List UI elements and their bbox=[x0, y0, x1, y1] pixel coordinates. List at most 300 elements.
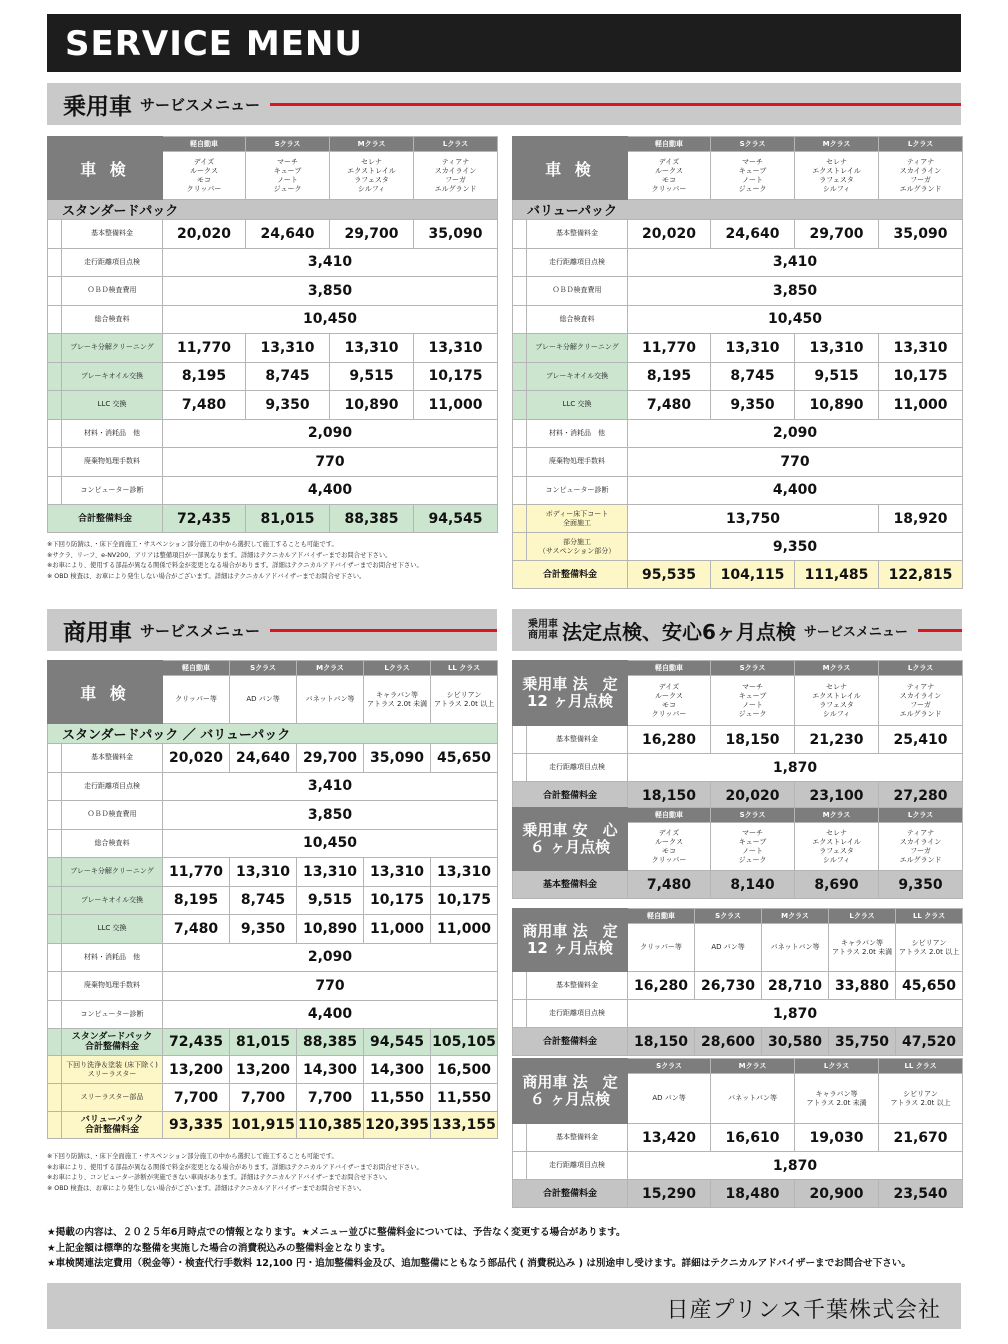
model-list: セレナ エクストレイル ラフェスタ シルフィ bbox=[795, 823, 879, 871]
price-value: 7,700 bbox=[297, 1084, 364, 1112]
model-list: デイズ ルークス モコ クリッパー bbox=[163, 152, 246, 200]
row-stripe bbox=[48, 277, 62, 306]
table-row bbox=[513, 871, 963, 899]
price-value: 13,310 bbox=[711, 334, 795, 363]
model-list: ティアナ スカイライン フーガ エルグランド bbox=[879, 676, 963, 726]
row-label: ブレーキオイル交換 bbox=[62, 362, 163, 391]
model-list: AD バン等 bbox=[628, 1074, 711, 1124]
price-value: 120,395 bbox=[364, 1112, 431, 1139]
class-header: 軽自動車 bbox=[628, 137, 711, 152]
row-label: 基本整備料金 bbox=[527, 726, 628, 754]
price-value: 8,745 bbox=[711, 362, 795, 391]
price-value: 33,880 bbox=[829, 972, 896, 1000]
table-row bbox=[48, 801, 498, 830]
pack-label: スタンダードパック ／ バリューパック bbox=[48, 724, 498, 744]
table-row bbox=[48, 505, 498, 533]
class-header: LL クラス bbox=[879, 1059, 963, 1074]
price-value: 770 bbox=[628, 448, 963, 477]
price-value: 7,480 bbox=[163, 915, 230, 944]
price-value: 16,280 bbox=[628, 726, 711, 754]
total-value: 23,100 bbox=[795, 782, 879, 810]
row-stripe bbox=[513, 1124, 527, 1152]
class-header: Lクラス bbox=[879, 137, 963, 152]
price-value: 9,515 bbox=[297, 886, 364, 915]
row-label: ＯＢＤ検査費用 bbox=[527, 277, 628, 306]
table-row bbox=[513, 277, 963, 306]
table-row bbox=[48, 334, 498, 363]
row-stripe bbox=[513, 391, 527, 420]
table-row bbox=[513, 200, 963, 220]
model-list: キャラバン等 アトラス 2.0t 未満 bbox=[795, 1074, 879, 1124]
class-header: Lクラス bbox=[829, 909, 896, 924]
total-label: 合計整備料金 bbox=[513, 782, 628, 810]
row-label: 走行距離項目点検 bbox=[527, 248, 628, 277]
class-header: Sクラス bbox=[711, 808, 795, 823]
passenger-6month-table bbox=[512, 807, 963, 899]
note-line: ※サクラ、リーフ、e-NV200、アリアは整備項目が一部異なります。詳細はテクニカルアドバイザーまでお問合せ下さい。 bbox=[47, 551, 392, 559]
class-header: Mクラス bbox=[762, 909, 829, 924]
table-row bbox=[513, 448, 963, 477]
model-list: セレナ エクストレイル ラフェスタ シルフィ bbox=[795, 676, 879, 726]
model-list: クリッパー等 bbox=[628, 924, 695, 972]
note-line: ★上記金額は標準的な整備を実施した場合の消費税込みの整備料金となります。 bbox=[47, 1242, 391, 1254]
row-stripe bbox=[513, 277, 527, 306]
total-label: 基本整備料金 bbox=[513, 871, 628, 899]
passenger-12month-table bbox=[512, 660, 963, 810]
price-value: 29,700 bbox=[297, 744, 364, 773]
row-stripe bbox=[513, 754, 527, 782]
price-value: 13,310 bbox=[230, 858, 297, 887]
table-row bbox=[48, 476, 498, 505]
price-value: 7,700 bbox=[230, 1084, 297, 1112]
class-header: Lクラス bbox=[879, 808, 963, 823]
price-value: 13,310 bbox=[297, 858, 364, 887]
model-list: キャラバン等 アトラス 2.0t 未満 bbox=[364, 676, 431, 724]
table-row bbox=[48, 915, 498, 944]
row-label: コンピューター診断 bbox=[527, 476, 628, 505]
total-value: 35,750 bbox=[829, 1028, 896, 1056]
row-stripe bbox=[48, 334, 62, 363]
total-value: 88,385 bbox=[330, 505, 414, 533]
row-stripe bbox=[48, 829, 62, 858]
row-label: 材料・消耗品 他 bbox=[62, 419, 163, 448]
row-stripe bbox=[513, 1000, 527, 1028]
row-label: LLC 交換 bbox=[527, 391, 628, 420]
price-value: 35,090 bbox=[879, 220, 963, 249]
total-value: 9,350 bbox=[879, 871, 963, 899]
class-header: Mクラス bbox=[711, 1059, 795, 1074]
model-list: バネットバン等 bbox=[711, 1074, 795, 1124]
row-stripe bbox=[513, 220, 527, 249]
price-value: 11,000 bbox=[364, 915, 431, 944]
price-value: 45,650 bbox=[896, 972, 963, 1000]
price-value: 9,515 bbox=[330, 362, 414, 391]
price-value: 13,200 bbox=[163, 1056, 230, 1084]
price-value: 29,700 bbox=[795, 220, 879, 249]
row-stripe bbox=[48, 801, 62, 830]
price-value: 10,175 bbox=[879, 362, 963, 391]
total-value: 20,020 bbox=[711, 782, 795, 810]
stack-line: 商用車 bbox=[528, 630, 558, 641]
model-list: ティアナ スカイライン フーガ エルグランド bbox=[414, 152, 498, 200]
price-value: 10,890 bbox=[795, 391, 879, 420]
price-value: 13,310 bbox=[879, 334, 963, 363]
total-value: 122,815 bbox=[879, 561, 963, 589]
price-value: 10,175 bbox=[431, 886, 498, 915]
row-stripe bbox=[513, 248, 527, 277]
table-row bbox=[48, 972, 498, 1001]
table-row bbox=[48, 448, 498, 477]
row-stripe bbox=[48, 1029, 62, 1056]
row-label: 廃棄物処理手数料 bbox=[62, 972, 163, 1001]
row-label: ブレーキ分解クリーニング bbox=[527, 334, 628, 363]
note-line: ※お車により、使用する部品が異なる関係で料金が変更となる場合があります。詳細はテクニカルアドバイザーまでお問合せ下さい。 bbox=[47, 1163, 423, 1171]
price-value: 35,090 bbox=[364, 744, 431, 773]
class-header: Sクラス bbox=[230, 661, 297, 676]
price-value: 18,920 bbox=[879, 505, 963, 533]
red-rule bbox=[918, 629, 962, 632]
section-header-inspection bbox=[512, 609, 962, 651]
price-value: 4,400 bbox=[163, 476, 498, 505]
table-row bbox=[48, 1029, 498, 1056]
price-value: 72,435 bbox=[163, 1029, 230, 1056]
row-label: ＯＢＤ検査費用 bbox=[62, 801, 163, 830]
price-value: 2,090 bbox=[628, 419, 963, 448]
price-value: 13,750 bbox=[628, 505, 879, 533]
model-list: マーチ キューブ ノート ジューク bbox=[711, 823, 795, 871]
price-value: 19,030 bbox=[795, 1124, 879, 1152]
total-label: 合計整備料金 bbox=[48, 505, 163, 533]
total-value: 20,900 bbox=[795, 1180, 879, 1208]
model-list: シビリアン アトラス 2.0t 以上 bbox=[431, 676, 498, 724]
row-label: 下回り洗浄＆塗装 (床下除く) スリーラスター bbox=[62, 1056, 163, 1084]
total-value: 104,115 bbox=[711, 561, 795, 589]
price-value: 10,175 bbox=[364, 886, 431, 915]
row-label: ブレーキ分解クリーニング bbox=[62, 858, 163, 887]
price-value: 10,450 bbox=[163, 829, 498, 858]
class-header: Mクラス bbox=[795, 661, 879, 676]
price-value: 7,700 bbox=[163, 1084, 230, 1112]
model-list: デイズ ルークス モコ クリッパー bbox=[628, 152, 711, 200]
note-line: ※ OBD 検査は、お車により発生しない場合がございます。詳細はテクニカルアドバイザーまでお問合せ下さい。 bbox=[47, 1184, 366, 1192]
price-value: 10,890 bbox=[297, 915, 364, 944]
row-label: 走行距離項目点検 bbox=[62, 248, 163, 277]
note-line: ※お車により、使用する部品が異なる関係で料金が変更となる場合があります。詳細はテクニカルアドバイザーまでお問合せ下さい。 bbox=[47, 562, 423, 569]
row-label: 基本整備料金 bbox=[527, 1124, 628, 1152]
table-row bbox=[48, 829, 498, 858]
model-list: キャラバン等 アトラス 2.0t 未満 bbox=[829, 924, 896, 972]
price-value: 8,195 bbox=[628, 362, 711, 391]
table-row bbox=[513, 505, 963, 533]
table-row bbox=[513, 1000, 963, 1028]
price-value: 21,670 bbox=[879, 1124, 963, 1152]
row-label: ＯＢＤ検査費用 bbox=[62, 277, 163, 306]
row-label: 走行距離項目点検 bbox=[527, 1152, 628, 1180]
row-stripe bbox=[48, 744, 62, 773]
table-row bbox=[513, 726, 963, 754]
section-title: 乗用車 bbox=[63, 93, 132, 120]
price-value: 10,890 bbox=[330, 391, 414, 420]
class-header: LL クラス bbox=[431, 661, 498, 676]
row-label: 走行距離項目点検 bbox=[527, 754, 628, 782]
price-value: 8,745 bbox=[246, 362, 330, 391]
row-stripe bbox=[48, 448, 62, 477]
total-value: 18,150 bbox=[628, 782, 711, 810]
company-bar bbox=[47, 1283, 961, 1329]
price-value: 13,310 bbox=[364, 858, 431, 887]
price-value: 81,015 bbox=[230, 1029, 297, 1056]
row-label: スタンダードパック 合計整備料金 bbox=[62, 1029, 163, 1056]
row-stripe bbox=[48, 886, 62, 915]
row-stripe bbox=[513, 505, 527, 533]
row-label: 総合検査料 bbox=[527, 305, 628, 334]
row-label: LLC 交換 bbox=[62, 391, 163, 420]
commercial-table bbox=[47, 660, 498, 1139]
table-row bbox=[513, 1152, 963, 1180]
row-stripe bbox=[513, 476, 527, 505]
price-value: 3,850 bbox=[163, 277, 498, 306]
table-row bbox=[48, 419, 498, 448]
model-list: マーチ キューブ ノート ジューク bbox=[711, 676, 795, 726]
price-value: 20,020 bbox=[163, 744, 230, 773]
price-value: 13,310 bbox=[246, 334, 330, 363]
row-label: 総合検査料 bbox=[62, 305, 163, 334]
row-stripe bbox=[48, 1084, 62, 1112]
model-list: ティアナ スカイライン フーガ エルグランド bbox=[879, 152, 963, 200]
price-value: 93,335 bbox=[163, 1112, 230, 1139]
table-row bbox=[48, 391, 498, 420]
model-list: マーチ キューブ ノート ジューク bbox=[711, 152, 795, 200]
passenger-standard-table bbox=[47, 136, 498, 533]
price-value: 110,385 bbox=[297, 1112, 364, 1139]
table-row bbox=[513, 391, 963, 420]
price-value: 11,000 bbox=[414, 391, 498, 420]
total-value: 111,485 bbox=[795, 561, 879, 589]
price-value: 2,090 bbox=[163, 419, 498, 448]
table-row bbox=[513, 248, 963, 277]
class-header: Sクラス bbox=[246, 137, 330, 152]
row-stripe bbox=[48, 391, 62, 420]
table-row bbox=[513, 305, 963, 334]
row-stripe bbox=[48, 305, 62, 334]
table-row bbox=[513, 1180, 963, 1208]
price-value: 88,385 bbox=[297, 1029, 364, 1056]
section-subtitle: サービスメニュー bbox=[140, 95, 261, 114]
table-row bbox=[513, 754, 963, 782]
model-list: シビリアン アトラス 2.0t 以上 bbox=[896, 924, 963, 972]
table-row bbox=[513, 533, 963, 561]
row-stripe bbox=[513, 972, 527, 1000]
row-label: 走行距離項目点検 bbox=[62, 772, 163, 801]
price-value: 4,400 bbox=[628, 476, 963, 505]
price-value: 9,350 bbox=[230, 915, 297, 944]
price-value: 11,550 bbox=[431, 1084, 498, 1112]
price-value: 11,770 bbox=[628, 334, 711, 363]
section-stack-label bbox=[528, 619, 558, 641]
total-value: 15,290 bbox=[628, 1180, 711, 1208]
class-header: 軽自動車 bbox=[163, 137, 246, 152]
price-value: 11,770 bbox=[163, 858, 230, 887]
model-list: AD バン等 bbox=[695, 924, 762, 972]
note-line: ★車検関連法定費用（税金等）・検査代行手数料 12,100 円・追加整備料金及び、追加整備にともなう部品代 ( 消費税込み ) は別途申し受けます。詳細はテクニカルアドバイザーまでお問合せ下さい。 bbox=[47, 1258, 911, 1269]
row-stripe bbox=[513, 334, 527, 363]
price-value: 24,640 bbox=[246, 220, 330, 249]
row-stripe bbox=[48, 362, 62, 391]
price-value: 3,850 bbox=[628, 277, 963, 306]
total-value: 18,150 bbox=[628, 1028, 695, 1056]
row-label: コンピューター診断 bbox=[62, 1000, 163, 1029]
model-list: クリッパー等 bbox=[163, 676, 230, 724]
row-stripe bbox=[513, 305, 527, 334]
price-value: 3,410 bbox=[163, 248, 498, 277]
row-label: ブレーキオイル交換 bbox=[62, 886, 163, 915]
price-value: 2,090 bbox=[163, 943, 498, 972]
table-row bbox=[48, 724, 498, 744]
price-value: 13,200 bbox=[230, 1056, 297, 1084]
price-value: 94,545 bbox=[364, 1029, 431, 1056]
table-row bbox=[48, 248, 498, 277]
row-label: LLC 交換 bbox=[62, 915, 163, 944]
total-value: 95,535 bbox=[628, 561, 711, 589]
price-value: 105,105 bbox=[431, 1029, 498, 1056]
total-value: 8,690 bbox=[795, 871, 879, 899]
table-row bbox=[513, 220, 963, 249]
price-value: 35,090 bbox=[414, 220, 498, 249]
price-value: 10,450 bbox=[163, 305, 498, 334]
row-label: ブレーキオイル交換 bbox=[527, 362, 628, 391]
notes-passenger bbox=[47, 540, 423, 582]
row-stripe bbox=[513, 1152, 527, 1180]
row-label: 基本整備料金 bbox=[527, 972, 628, 1000]
row-stripe bbox=[48, 772, 62, 801]
price-value: 14,300 bbox=[297, 1056, 364, 1084]
total-value: 7,480 bbox=[628, 871, 711, 899]
model-list: バネットバン等 bbox=[297, 676, 364, 724]
model-list: セレナ エクストレイル ラフェスタ シルフィ bbox=[330, 152, 414, 200]
total-value: 94,545 bbox=[414, 505, 498, 533]
price-value: 4,400 bbox=[163, 1000, 498, 1029]
section-subtitle: サービスメニュー bbox=[140, 621, 261, 640]
total-value: 18,480 bbox=[711, 1180, 795, 1208]
row-stripe bbox=[48, 1112, 62, 1139]
row-stripe bbox=[48, 248, 62, 277]
class-header: Lクラス bbox=[879, 661, 963, 676]
row-stripe bbox=[513, 726, 527, 754]
note-line: ※お車により、コンピューター診断が実施できない車両があります。詳細はテクニカルアドバイザーまでお問合せ下さい。 bbox=[47, 1174, 392, 1181]
price-value: 11,000 bbox=[879, 391, 963, 420]
inspection-title: 乗用車 安 心 ６ ヶ月点検 bbox=[513, 808, 628, 871]
price-value: 16,500 bbox=[431, 1056, 498, 1084]
table-row bbox=[513, 808, 963, 823]
model-list: バネットバン等 bbox=[762, 924, 829, 972]
shaken-title: 車 検 bbox=[513, 137, 628, 200]
class-header: 軽自動車 bbox=[628, 909, 695, 924]
price-value: 10,175 bbox=[414, 362, 498, 391]
note-line: ★掲載の内容は、２０２５年6月時点での情報となります。★メニュー並びに整備料金については、予告なく変更する場合があります。 bbox=[47, 1227, 626, 1238]
section-header-passenger bbox=[47, 83, 961, 125]
model-list: セレナ エクストレイル ラフェスタ シルフィ bbox=[795, 152, 879, 200]
note-line: ※ OBD 検査は、お車により発生しない場合がございます。詳細はテクニカルアドバイザーまでお問合せ下さい。 bbox=[47, 572, 366, 580]
table-row bbox=[48, 772, 498, 801]
class-header: 軽自動車 bbox=[628, 808, 711, 823]
class-header: Lクラス bbox=[364, 661, 431, 676]
table-row bbox=[513, 561, 963, 589]
table-row bbox=[513, 1124, 963, 1152]
total-label: 合計整備料金 bbox=[513, 1028, 628, 1056]
row-stripe bbox=[48, 943, 62, 972]
row-stripe bbox=[513, 533, 527, 561]
inspection-title: 商用車 法 定 12 ヶ月点検 bbox=[513, 909, 628, 972]
price-value: 9,350 bbox=[711, 391, 795, 420]
row-stripe bbox=[513, 419, 527, 448]
table-row bbox=[48, 886, 498, 915]
price-value: 18,150 bbox=[711, 726, 795, 754]
row-label: バリューパック 合計整備料金 bbox=[62, 1112, 163, 1139]
note-line: ※下回り防錆は、・床下全面施工・サスペンション部分施工の中から選択して施工することも可能です。 bbox=[47, 1153, 338, 1160]
total-value: 27,280 bbox=[879, 782, 963, 810]
price-value: 13,310 bbox=[795, 334, 879, 363]
table-row bbox=[513, 476, 963, 505]
company-name: 日産プリンス千葉株式会社 bbox=[666, 1298, 941, 1323]
row-label: 材料・消耗品 他 bbox=[527, 419, 628, 448]
price-value: 13,420 bbox=[628, 1124, 711, 1152]
class-header: Mクラス bbox=[795, 808, 879, 823]
price-value: 1,870 bbox=[628, 1152, 963, 1180]
banner-title: SERVICE MENU bbox=[47, 14, 961, 72]
price-value: 7,480 bbox=[163, 391, 246, 420]
table-row bbox=[48, 1084, 498, 1112]
total-value: 30,580 bbox=[762, 1028, 829, 1056]
class-header: Mクラス bbox=[330, 137, 414, 152]
pack-label: バリューパック bbox=[513, 200, 963, 220]
price-value: 13,310 bbox=[414, 334, 498, 363]
price-value: 13,310 bbox=[330, 334, 414, 363]
price-value: 10,450 bbox=[628, 305, 963, 334]
price-value: 24,640 bbox=[230, 744, 297, 773]
total-label: 合計整備料金 bbox=[513, 561, 628, 589]
table-row bbox=[513, 661, 963, 676]
shaken-title: 車 検 bbox=[48, 661, 163, 724]
price-value: 14,300 bbox=[364, 1056, 431, 1084]
price-value: 13,310 bbox=[431, 858, 498, 887]
row-stripe bbox=[513, 448, 527, 477]
row-stripe bbox=[48, 1056, 62, 1084]
row-stripe bbox=[48, 858, 62, 887]
table-row bbox=[513, 362, 963, 391]
pack-label: スタンダードパック bbox=[48, 200, 498, 220]
class-header: Sクラス bbox=[711, 661, 795, 676]
red-rule bbox=[270, 629, 497, 632]
price-value: 1,870 bbox=[628, 754, 963, 782]
table-row bbox=[513, 419, 963, 448]
table-row bbox=[48, 277, 498, 306]
table-row bbox=[48, 362, 498, 391]
price-value: 16,280 bbox=[628, 972, 695, 1000]
row-stripe bbox=[48, 1000, 62, 1029]
table-row bbox=[48, 1056, 498, 1084]
table-row bbox=[513, 1059, 963, 1074]
price-value: 11,000 bbox=[431, 915, 498, 944]
row-stripe bbox=[48, 476, 62, 505]
table-row bbox=[48, 858, 498, 887]
model-list: シビリアン アトラス 2.0t 以上 bbox=[879, 1074, 963, 1124]
row-label: 走行距離項目点検 bbox=[527, 1000, 628, 1028]
commercial-12month-table bbox=[512, 908, 963, 1056]
notes-commercial bbox=[47, 1152, 423, 1194]
table-row bbox=[513, 334, 963, 363]
row-label: 基本整備料金 bbox=[62, 744, 163, 773]
price-value: 3,410 bbox=[628, 248, 963, 277]
